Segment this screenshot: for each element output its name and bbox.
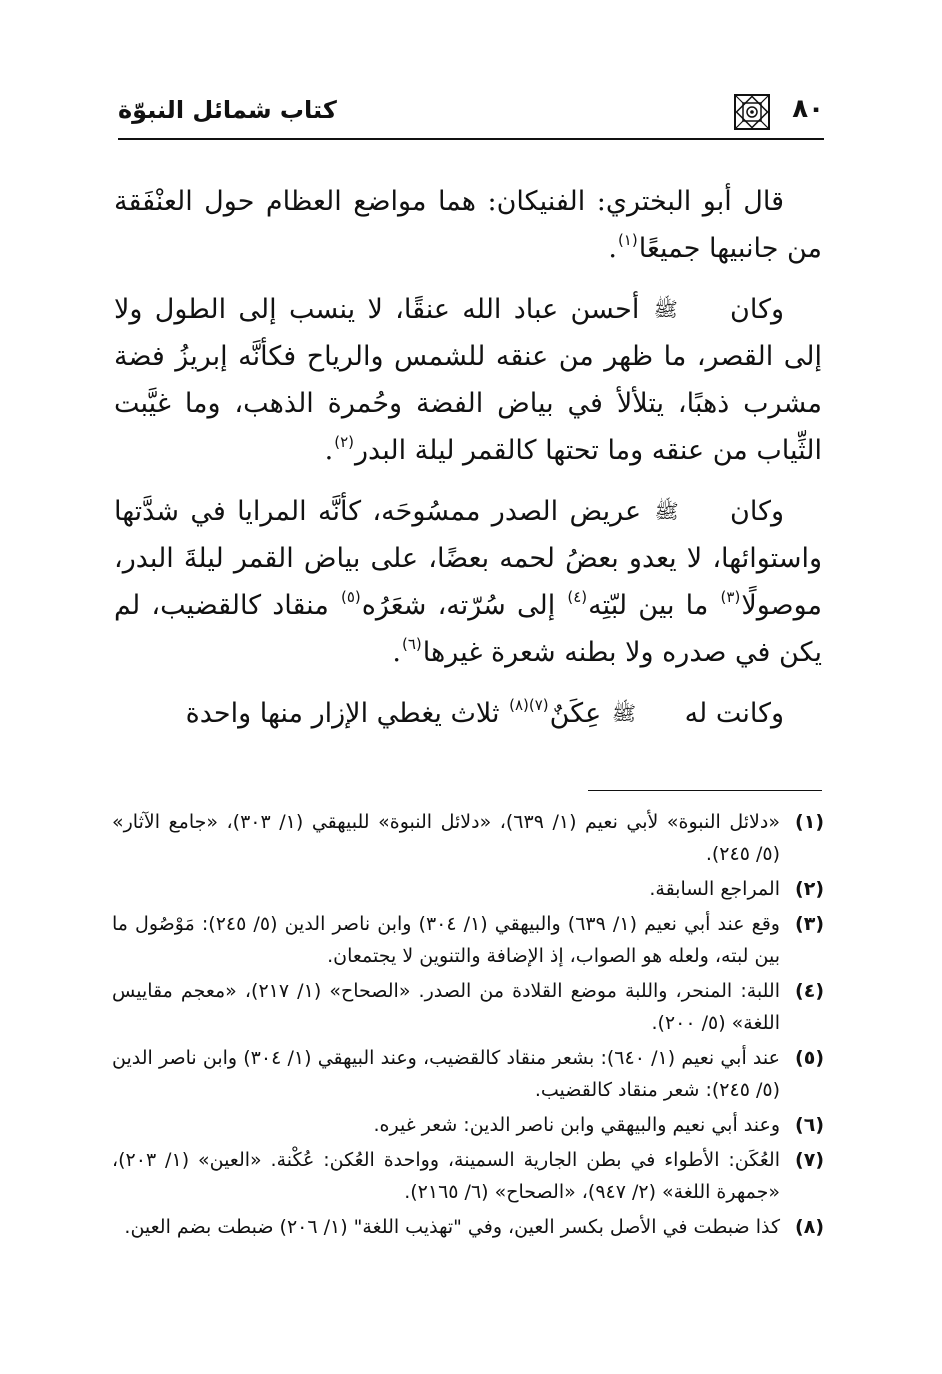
footnote-text: «دلائل النبوة» لأبي نعيم (١/ ٦٣٩)، «دلائل النبوة» للبيهقي (١/ ٣٠٣)، «جامع الآثار» (٥/ ٢٤٥). (112, 811, 780, 865)
honorific-glyph: ﷺ (611, 701, 636, 725)
footnote-text: كذا ضبطت في الأصل بكسر العين، وفي "تهذيب اللغة" (١/ ٢٠٦) ضبطت بضم العين. (124, 1216, 780, 1238)
arabesque-ornament-icon (732, 92, 772, 132)
footnote-number: (١) (795, 811, 824, 833)
footnotes (112, 806, 824, 1246)
footnote-reference: (٦) (402, 635, 422, 653)
paragraph (114, 690, 822, 737)
footnote (112, 873, 824, 905)
footnote (112, 1109, 824, 1141)
footnote-text: وقع عند أبي نعيم (١/ ٦٣٩) والبيهقي (١/ ٣٠٤) وابن ناصر الدين (٥/ ٢٤٥): مَوْصُول ما بين لبته، ولعله هو الصواب، إذ الإضافة والتنوين لا يجتمعان. (112, 913, 780, 967)
footnote-number: (٧) (795, 1149, 824, 1171)
footnote-number: (٦) (795, 1114, 824, 1136)
footnote-reference: (٤) (567, 588, 588, 606)
text-run: أحسن عباد الله عنقًا، لا ينسب إلى الطول ولا إلى القصر، ما ظهر من عنقه للشمس والرياح فكأنَّه إبريزُ فضة مشرب ذهبًا، يتلألأ في بياض الفضة وحُمرة الذهب، وما غيَّبت الثِّياب من عنقه وما تحتها كالقمر ليلة البدر (114, 294, 822, 466)
footnote-number: (٥) (795, 1047, 824, 1069)
paragraph (114, 286, 822, 474)
footnote (112, 1042, 824, 1106)
footnote-text: العُكَن: الأطواء في بطن الجارية السمينة، وواحدة العُكن: عُكْنة. «العين» (١/ ٢٠٣)، «جمهرة اللغة» (٢/ ٩٤٧)، «الصحاح» (٦/ ٢١٦٥). (112, 1149, 780, 1203)
footnote-number: (٢) (795, 878, 824, 900)
main-text (114, 178, 822, 751)
honorific-glyph: ﷺ (654, 499, 679, 523)
text-run: قال أبو البختري: الفنيكان: هما مواضع العظام حول العنْفَقة من جانبيها جميعًا (114, 186, 822, 264)
footnote-reference: (٧)(٨) (509, 696, 549, 714)
footnote-number: (٤) (795, 980, 824, 1002)
footnote-text: وعند أبي نعيم والبيهقي وابن ناصر الدين: شعر غيره. (373, 1114, 780, 1136)
footnote (112, 1211, 824, 1243)
text-run: إلى سُرّته، شعَرُه (361, 590, 567, 621)
footnote (112, 975, 824, 1039)
paragraph (114, 178, 822, 272)
footnote-text: اللبة: المنحر، واللبة موضع القلادة من الصدر. «الصحاح» (١/ ٢١٧)، «معجم مقاييس اللغة» (٥/ ٢٠٠). (112, 980, 780, 1034)
footnote-reference: (١) (617, 231, 638, 249)
footnote-text: المراجع السابقة. (649, 878, 780, 900)
text-run: ثلاث يغطي الإزار منها واحدة (185, 698, 509, 729)
footnote (112, 1144, 824, 1208)
honorific-glyph: ﷺ (653, 297, 678, 321)
running-header (118, 92, 824, 140)
text-run: ما بين لبّتِه (588, 590, 720, 621)
footnote (112, 908, 824, 972)
text-run: منقاد كالقضيب، لم يكن في صدره ولا بطنه شعرة غيرها (114, 590, 822, 668)
paragraph (114, 488, 822, 676)
footnote-reference: (٥) (340, 588, 361, 606)
header-rule (118, 138, 824, 140)
footnote-reference: (٣) (720, 588, 741, 606)
text-run: . (324, 435, 334, 466)
text-run: عريض الصدر ممسُوحَه، كأنَّه المرايا في شدَّتها واستوائها، لا يعدو بعضُ لحمه بعضًا، على بياض القمر ليلةَ البدر، موصولًا (114, 496, 823, 621)
text-run: . (392, 637, 401, 668)
book-title: كتاب شمائل النبوّة (118, 96, 337, 124)
footnote (112, 806, 824, 870)
footnote-text: عند أبي نعيم (١/ ٦٤٠): بشعر منقاد كالقضيب، وعند البيهقي (١/ ٣٠٤) وابن ناصر الدين (٥/ ٢٤٥): شعر منقاد كالقضيب. (112, 1047, 780, 1101)
text-run: عِكَنٌ (549, 698, 610, 729)
footnote-number: (٣) (795, 913, 824, 935)
text-run: وكان (717, 294, 785, 325)
footnote-number: (٨) (795, 1216, 824, 1238)
text-run: وكان (718, 496, 784, 527)
text-run: وكانت له (675, 698, 784, 729)
footnote-reference: (٢) (334, 433, 354, 451)
page-number: ٨٠ (792, 94, 824, 124)
text-run: . (608, 233, 617, 264)
footnote-separator (588, 790, 822, 791)
